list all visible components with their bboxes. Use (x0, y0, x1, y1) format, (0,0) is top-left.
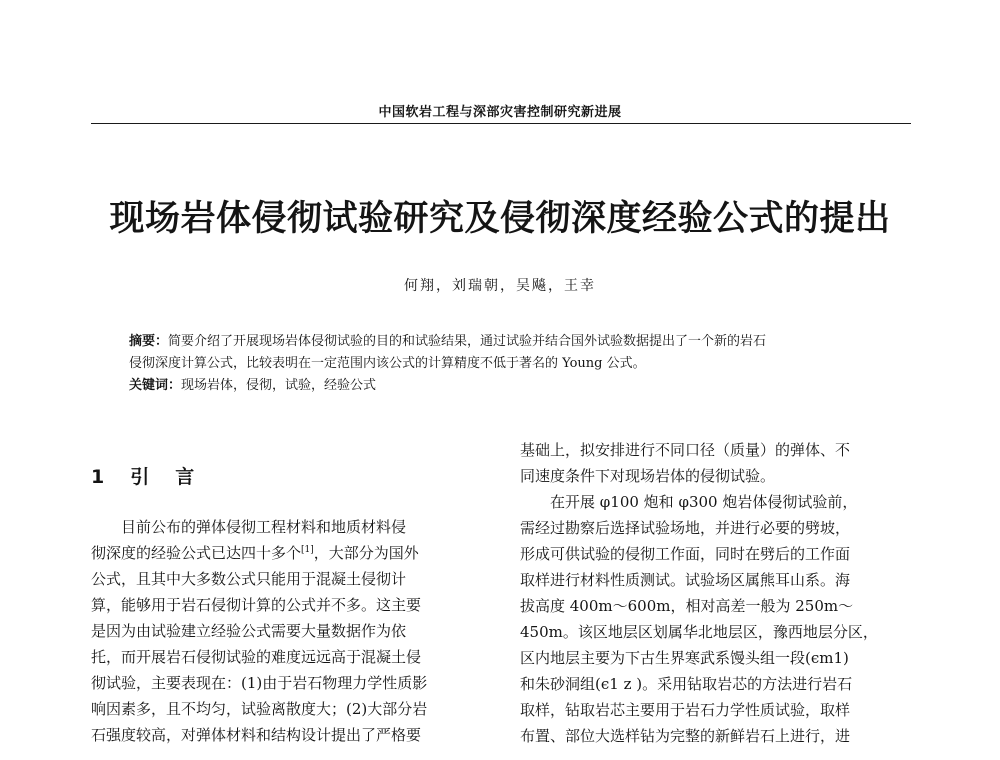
abstract-line-1 (129, 331, 889, 353)
abstract-line-2: 侵彻深度计算公式，比较表明在一定范围内该公式的计算精度不低于著名的 Young 公式。 (129, 356, 646, 371)
section-title-char-2: 言 (175, 466, 195, 488)
right-line-6: 取样进行材料性质测试。试验场区属熊耳山系。海 (520, 571, 851, 589)
left-line-6: 托，而开展岩石侵彻试验的难度远远高于混凝土侵 (91, 648, 422, 666)
left-line-1: 目前公布的弹体侵彻工程材料和地质材料侵 (121, 518, 407, 536)
right-line-1: 基础上，拟安排进行不同口径（质量）的弹体、不 (520, 441, 851, 459)
running-header: 中国软岩工程与深部灾害控制研究新进展 (378, 105, 622, 120)
keywords-label: 关键词： (129, 378, 182, 393)
left-line-5: 是因为由试验建立经验公式需要大量数据作为依 (91, 622, 407, 640)
left-line-2-text: 彻深度的经验公式已达四十多个 (91, 544, 302, 562)
left-line-2 (91, 540, 496, 566)
left-line-7: 彻试验，主要表现在：(1)由于岩石物理力学性质影 (91, 674, 428, 692)
right-line-9: 区内地层主要为下古生界寒武系馒头组一段(єm1) (520, 649, 849, 667)
right-line-7: 拔高度 400m～600m，相对高差一般为 250m～ (520, 597, 854, 615)
abstract-block (129, 331, 889, 397)
right-line-3: 在开展 φ100 炮和 φ300 炮岩体侵彻试验前， (550, 493, 858, 511)
right-line-8: 450m。该区地层区划属华北地层区，豫西地层分区， (520, 623, 878, 641)
left-line-9: 石强度较高，对弹体材料和结构设计提出了严格要 (91, 726, 422, 744)
right-line-11: 取样，钻取岩芯主要用于岩石力学性质试验，取样 (520, 701, 851, 719)
citation-ref: [1] (301, 545, 314, 555)
left-line-3: 公式，且其中大多数公式只能用于混凝土侵彻计 (91, 570, 407, 588)
section-number: 1 (91, 466, 105, 488)
left-line-4: 算，能够用于岩石侵彻计算的公式并不多。这主要 (91, 596, 422, 614)
left-line-8: 响因素多，且不均匀，试验离散度大；(2)大部分岩 (91, 700, 428, 718)
author-list: 何翔，刘瑞朝，吴飚，王幸 (404, 278, 596, 294)
right-line-12: 布置、部位大选样钻为完整的新鲜岩石上进行，进 (520, 727, 851, 745)
keywords-text: 现场岩体，侵彻，试验，经验公式 (181, 378, 377, 393)
abstract-label: 摘要： (129, 334, 169, 349)
left-column (91, 514, 496, 748)
section-heading-intro (91, 462, 194, 489)
keywords-line (129, 375, 889, 397)
header-rule (91, 123, 911, 124)
right-line-4: 需经过勘察后选择试验场地，并进行必要的劈坡， (520, 519, 851, 537)
section-title-char-1: 引 (130, 466, 150, 488)
right-line-2: 同速度条件下对现场岩体的侵彻试验。 (520, 467, 776, 485)
abstract-text-1: 简要介绍了开展现场岩体侵彻试验的目的和试验结果，通过试验并结合国外试验数据提出了一个新的岩石 (168, 334, 767, 349)
right-line-5: 形成可供试验的侵彻工作面，同时在劈后的工作面 (520, 545, 851, 563)
paper-title: 现场岩体侵彻试验研究及侵彻深度经验公式的提出 (109, 199, 891, 239)
right-column (520, 437, 925, 749)
left-line-2-tail: ，大部分为国外 (313, 544, 419, 562)
right-line-10: 和朱砂洞组(є1 z )。采用钻取岩芯的方法进行岩石 (520, 675, 853, 693)
